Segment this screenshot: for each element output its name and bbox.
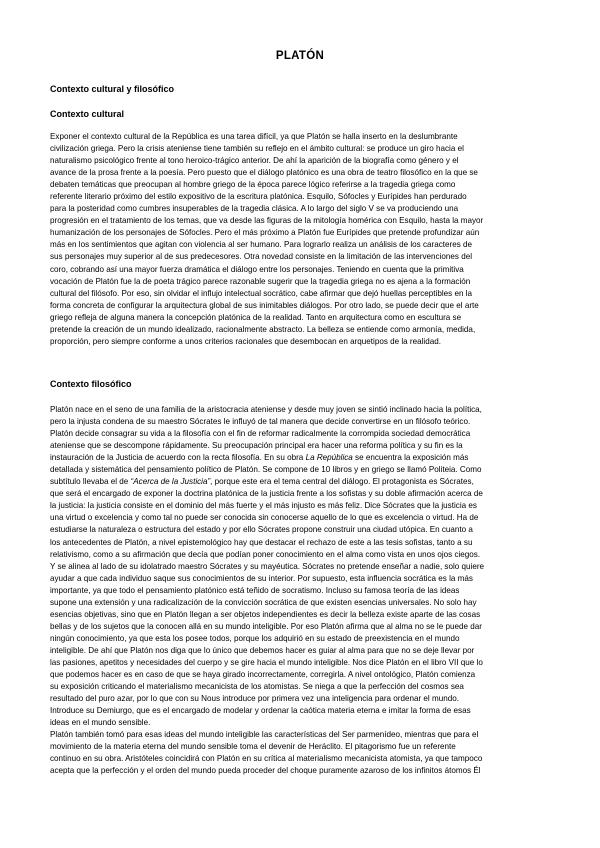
paragraph-line: para la posteridad como cumbres insuperables de la tragedia clásica. A lo largo del siglo V se va produciendo una <box>50 204 459 214</box>
subsection-heading-cultural: Contexto cultural <box>50 109 125 119</box>
paragraph-line: esencias objetivas, sino que en Platón llegan a ser objetos independientes es decir la belleza existe aparte de las cosas <box>50 609 481 619</box>
cultural-paragraph <box>50 131 555 348</box>
text-run: , porque este era el tema central del diálogo. El protagonista es Sócrates, <box>210 477 474 487</box>
paragraph-line: pero la injusta condena de su maestro Sócrates le influyó de tal manera que decide convertirse en un filósofo teórico. <box>50 417 471 427</box>
paragraph-line: humanización de los personajes de Sófocles. Pero el más próximo a Platón fue Eurípides que pretende profundizar aún <box>50 228 480 238</box>
paragraph-line: proporción, pero siempre conforme a unos criterios racionales que desembocan en arquetipos de la realidad. <box>50 336 441 346</box>
page-title: PLATÓN <box>275 50 325 62</box>
paragraph-line: la justicia: la justicia consiste en el dominio del más fuerte y el más injusto es más feliz. Dice Sócrates que la justicia es <box>50 501 477 511</box>
paragraph-line: resultado del puro azar, por lo que con su Nous introduce por primera vez una inteligencia para ordenar el mundo. <box>50 694 459 704</box>
paragraph-line: sus personajes muy superior al de sus predecesores. Otra novedad consiste en la limitación de las intervenciones del <box>50 252 473 262</box>
paragraph-line: ningún conocimiento, ya que esta los posee todos, porque los adquirió en su estado de preexistencia en el mundo <box>50 633 460 643</box>
paragraph-line: pretende la creación de un mundo idealizado, racionalmente abstracto. La belleza se entiende como armonía, medida, <box>50 324 476 334</box>
paragraph-line: que podemos hacer es en caso de que se haya girado incorrectamente, corregirla. A nivel ontológico, Platón comienza <box>50 670 476 680</box>
subsection-heading-philosophical: Contexto filosófico <box>50 379 132 389</box>
paragraph-line: supone una extensión y una radicalización de la convicción socrática de que existen esencias universales. No solo hay <box>50 597 477 607</box>
text-run: se encuentra la exposición más <box>352 453 469 463</box>
text-run: subtítulo llevaba el de <box>50 477 131 487</box>
text-run: instauración de la Justicia de acuerdo con la recta filosofía. En su obra <box>50 453 306 463</box>
paragraph-line: ideas en el mundo sensible. <box>50 718 151 728</box>
paragraph-line: acepta que la perfección y el orden del mundo pueda proceder del choque puramente azaroso de los infinitos átomos Él <box>50 766 481 776</box>
paragraph-line: Platón nace en el seno de una familia de la aristocracia ateniense y desde muy joven se sintió inclinado hacia la política, <box>50 405 482 414</box>
subtitle-italic: “Acerca de la Justicia” <box>130 477 211 487</box>
paragraph-line-group-a <box>50 404 555 452</box>
paragraph-line: inteligible. De ahí que Platón nos diga que lo único que debemos hacer es guiar al alma para que no se deje llevar por <box>50 645 475 655</box>
paragraph-line: referente literario próximo del estilo expositivo de la escritura platónica. Esquilo, Sófocles y Eurípides han perdurado <box>50 192 467 202</box>
paragraph-line <box>50 452 555 464</box>
paragraph-line: Platón también tomó para esas ideas del mundo inteligible las características del Ser parmenídeo, mientras que para el <box>50 730 479 740</box>
paragraph-line: vocación de Platón fue la de poeta trágico parece razonable sugerir que la tragedia griega no es ajena a la formación <box>50 276 471 286</box>
paragraph-line: ayudar a que cada individuo saque sus conocimientos de su interior. Por supuesto, esta influencia socrática es la más <box>50 573 473 583</box>
paragraph-line: coro, cobrando así una mayor fuerza dramática el diálogo entre los personajes. Teniendo en cuenta que la primitiva <box>50 264 464 274</box>
paragraph-line: Platón decide consagrar su vida a la filosofía con el fin de reformar radicalmente la corrompida sociedad democrática <box>50 429 471 439</box>
book-title-italic: La República <box>305 453 353 463</box>
paragraph-line: relativismo, como a su afirmación que decía que podían poner conocimiento en el alma como vista en unos ojos ciegos. <box>50 549 481 559</box>
paragraph-line: importante, ya que todo el pensamiento platónico está teñido de socratismo. Incluso su famosa teoría de las ideas <box>50 585 460 595</box>
paragraph-line: ateniense que se descompone rápidamente. Su preocupación principal era hacer una reforma política y su fin es la <box>50 441 463 451</box>
paragraph-line: forma concreta de configurar la arquitectura global de sus inimitables diálogos. Por otro lado, se puede decir que el arte <box>50 300 479 310</box>
paragraph-line: debaten temáticas que preocupan al hombre griego de la época parece lógico referirse a la tragedia griega como <box>50 180 456 190</box>
paragraph-line-group-b <box>50 488 555 777</box>
paragraph-line: movimiento de la materia eterna del mundo sensible toma el devenir de Heráclito. El pitagorismo fue un referente <box>50 742 456 752</box>
paragraph-line: su exposición criticando el materialismo mecanicista de los atomistas. Se niega a que la perfección del cosmos sea <box>50 682 464 692</box>
paragraph-line: Exponer el contexto cultural de la República es una tarea difícil, ya que Platón se halla inserto en la deslumbrante <box>50 132 458 141</box>
paragraph-line: progresión en el tratamiento de los temas, que va desde las figuras de la mitología homérica con Esquilo, hasta la mayor <box>50 216 484 226</box>
paragraph-line: Y se alinea al lado de su idolatrado maestro Sócrates y su mayéutica. Sócrates no pretende enseñar a nadie, solo quiere <box>50 561 485 571</box>
paragraph-line: continuo en su obra. Aristóteles coincidirá con Platón en su crítica al materialismo mecanicista atomista, ya que tampoco <box>50 754 483 764</box>
paragraph-line: Introduce su Demiurgo, que es el encargado de modelar y ordenar la caótica materia eterna e imitar la forma de esas <box>50 706 471 716</box>
paragraph-line: los antecedentes de Platón, a nivel epistemológico hay que destacar el rechazo de este a las tesis sofistas, tanto a su <box>50 537 473 547</box>
paragraph-line: que será el encargado de exponer la doctrina platónica de la justicia frente a los sofistas y su doble afirmación acerca de <box>50 489 483 499</box>
section-heading: Contexto cultural y filosófico <box>50 84 175 94</box>
paragraph-line: naturalismo psicológico frente al tono heroico-trágico anterior. De ahí la aparición de la biografía como género y el <box>50 156 459 166</box>
paragraph-line: más en los sentimientos que agitan con violencia al ser humano. Para lograrlo realiza un análisis de los caracteres de <box>50 240 473 250</box>
paragraph-line: avance de la prosa frente a la poesía. Pero puesto que el diálogo platónico es una obra de teatro filosófico en la que se <box>50 168 478 178</box>
paragraph-line: detallada y sistemática del pensamiento político de Platón. Se compone de 10 libros y en griego se llamó Politeia. Como <box>50 465 482 475</box>
paragraph-line: civilización griega. Pero la crisis ateniense tiene también su reflejo en el ámbito cultural: se produce un giro hacia el <box>50 144 464 154</box>
paragraph-line: cultural del filósofo. Por eso, sin olvidar el influjo intelectual socrático, cabe afirmar que dejó huellas perceptibles en la <box>50 288 473 298</box>
paragraph-line <box>50 476 555 488</box>
paragraph-line: estudiarse la naturaleza o estructura del estado y por ello Sócrates propone construir una ciudad utópica. En cuanto a <box>50 525 473 535</box>
paragraph-line: las pasiones, apetitos y necesidades del cuerpo y se gire hacia el mundo inteligible. Nos dice Platón en el libro VII que lo <box>50 657 483 667</box>
paragraph-line: bellas y de los sujetos que la conocen allá en su mundo inteligible. Por eso Platón afirma que al alma no se le puede dar <box>50 621 482 631</box>
paragraph-line: una virtud o excelencia y como tal no puede ser conocida sin conocerse aquello de lo que es excelencia o virtud. Ha de <box>50 513 479 523</box>
philosophical-paragraph <box>50 404 555 777</box>
paragraph-line: griego refleja de alguna manera la concepción platónica de la realidad. Tanto en arquitectura como en escultura se <box>50 312 462 322</box>
